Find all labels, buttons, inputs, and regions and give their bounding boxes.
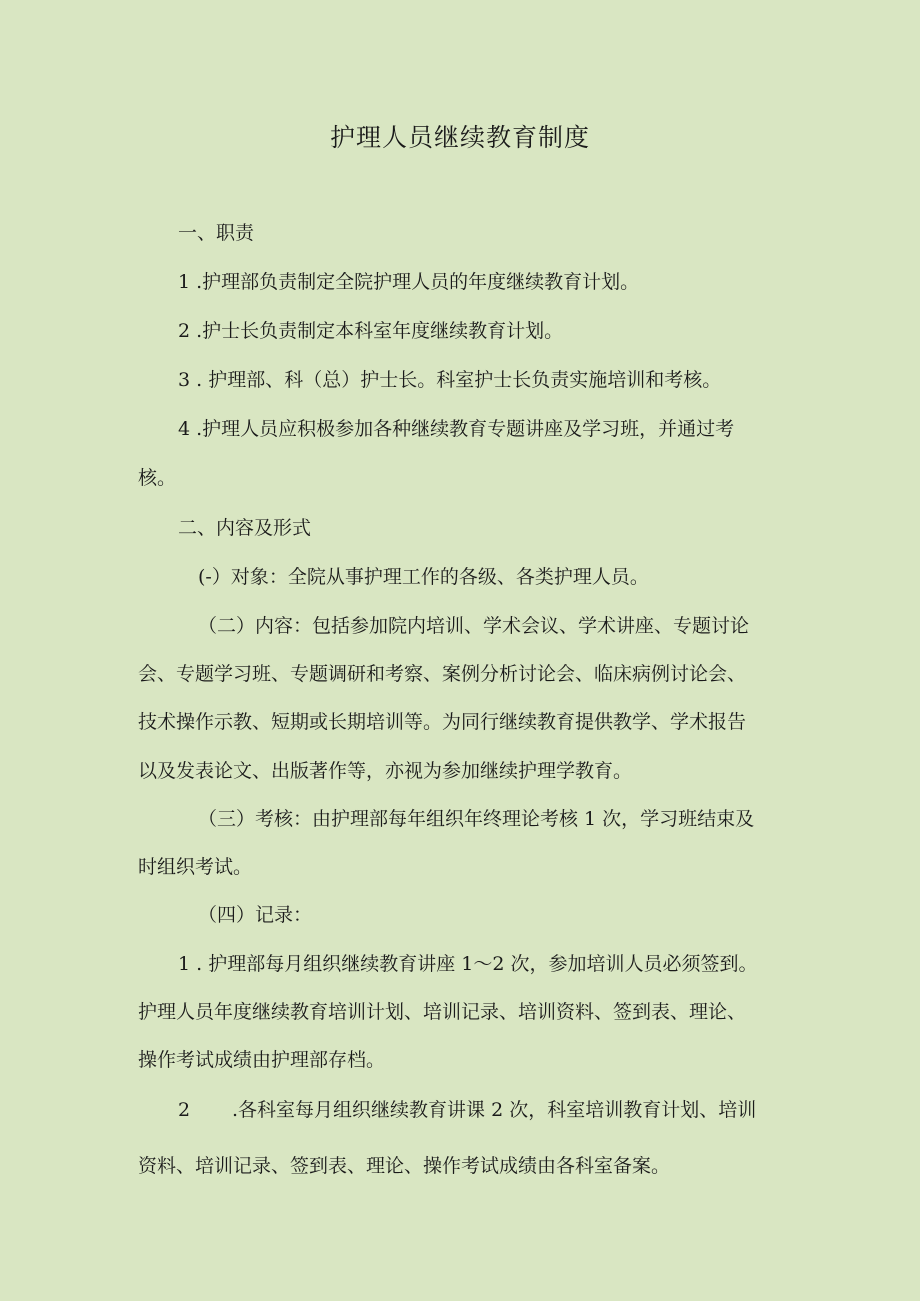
duty-item-3: 3 . 护理部、科（总）护士长。科室护士长负责实施培训和考核。: [178, 369, 722, 391]
duty-item-4-line-2: 核。: [138, 467, 177, 489]
content-records-heading: （四）记录：: [198, 904, 313, 926]
content-assessment-line-1: （三）考核：由护理部每年组织年终理论考核 1 次，学习班结束及: [198, 808, 755, 830]
duty-item-2: 2 .护士长负责制定本科室年度继续教育计划。: [178, 320, 564, 342]
content-object: (-）对象：全院从事护理工作的各级、各类护理人员。: [198, 566, 649, 588]
content-scope-line-3: 技术操作示教、短期或长期培训等。为同行继续教育提供教学、学术报告: [138, 711, 747, 733]
duty-item-4-line-1: 4 .护理人员应积极参加各种继续教育专题讲座及学习班，并通过考: [178, 418, 735, 440]
records-item-1-line-3: 操作考试成绩由护理部存档。: [138, 1049, 386, 1071]
records-item-2-line-1: .各科室每月组织继续教育讲课 2 次，科室培训教育计划、培训: [232, 1099, 757, 1121]
content-scope-line-2: 会、专题学习班、专题调研和考察、案例分析讨论会、临床病例讨论会、: [138, 663, 747, 685]
section-heading-content: 二、内容及形式: [178, 517, 312, 539]
document-title: 护理人员继续教育制度: [329, 123, 590, 152]
content-assessment-line-2: 时组织考试。: [138, 856, 253, 878]
content-scope-line-4: 以及发表论文、出版著作等，亦视为参加继续护理学教育。: [138, 760, 633, 782]
section-heading-duties: 一、职责: [178, 222, 255, 244]
content-scope-line-1: （二）内容：包括参加院内培训、学术会议、学术讲座、专题讨论: [198, 615, 750, 637]
records-item-1-line-1: 1 . 护理部每月组织继续教育讲座 1～2 次，参加培训人员必须签到。: [178, 953, 758, 975]
records-item-1-line-2: 护理人员年度继续教育培训计划、培训记录、培训资料、签到表、理论、: [138, 1001, 747, 1023]
duty-item-1: 1 .护理部负责制定全院护理人员的年度继续教育计划。: [178, 271, 640, 293]
records-item-2-number: 2: [178, 1099, 191, 1121]
records-item-2-line-2: 资料、培训记录、签到表、理论、操作考试成绩由各科室备案。: [138, 1155, 671, 1177]
